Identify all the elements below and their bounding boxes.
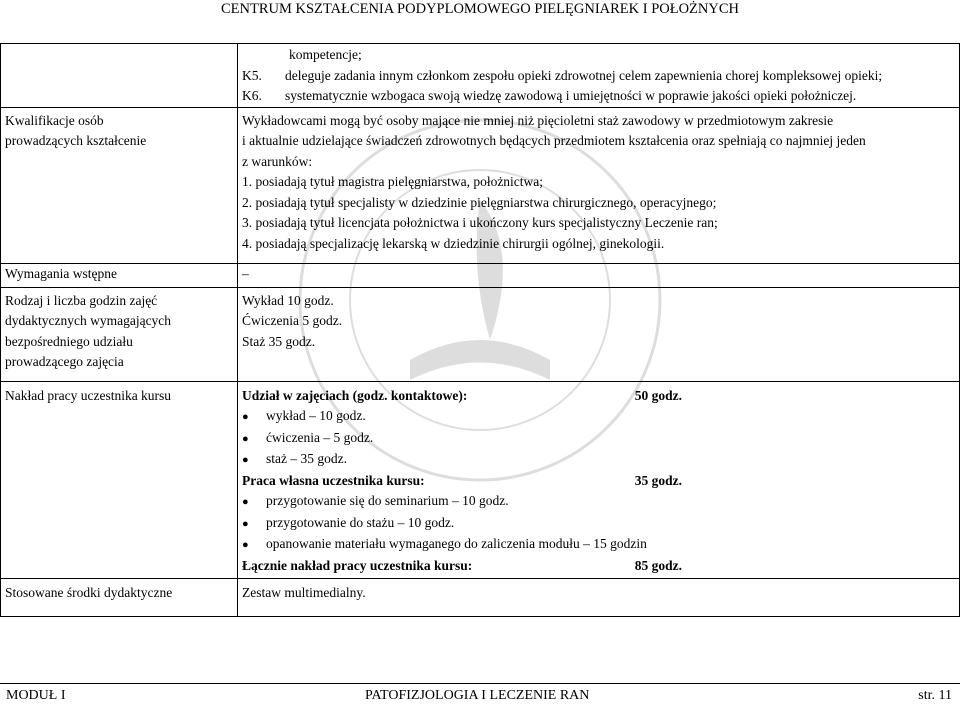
bullet-icon: ● (242, 432, 249, 445)
page-footer (0, 683, 960, 703)
item-text: przygotowanie do stażu – 10 godz. (266, 514, 455, 530)
bullet-icon: ● (242, 454, 249, 466)
label-line: prowadzących kształcenie (5, 133, 147, 148)
condition-item: 3. posiadają tytuł licencjata położnictwa i ukończony kurs specjalistyczny Leczenie ran; (242, 215, 718, 230)
srodki-label: Stosowane środki dydaktyczne (1, 578, 238, 616)
praca-title: Praca własna uczestnika kursu: (242, 472, 425, 488)
competencies-cell (238, 44, 960, 108)
udzial-row (242, 386, 682, 407)
kwalifikacje-intro: z warunków: (242, 153, 313, 169)
item-text: opanowanie materiału wymaganego do zaliczenia modułu – 15 godzin (266, 536, 647, 551)
naklad-label: Nakład pracy uczestnika kursu (1, 381, 238, 578)
kwalifikacje-label (1, 107, 238, 263)
item-text: ćwiczenia – 5 godz. (266, 429, 374, 445)
hours-line: Ćwiczenia 5 godz. (242, 313, 343, 328)
wymagania-label: Wymagania wstępne (1, 263, 238, 287)
label-line: prowadzącego zajęcia (5, 354, 124, 369)
bullet-icon: ● (242, 496, 249, 508)
udzial-item (242, 406, 955, 428)
udzial-item (242, 428, 955, 450)
wymagania-value: – (238, 263, 960, 287)
competency-text: systematycznie wzbogaca swoją wiedzę zawodową i umiejętności w poprawie jakości opieki położniczej. (285, 88, 857, 103)
laczny-total: 85 godz. (634, 557, 682, 573)
bullet-icon: ● (242, 539, 249, 551)
footer-module: MODUŁ I (6, 688, 66, 703)
item-text: staż – 35 godz. (266, 451, 347, 466)
srodki-value: Zestaw multimedialny. (238, 578, 960, 616)
praca-item (242, 534, 955, 556)
bullet-icon: ● (242, 411, 249, 423)
competency-text: deleguje zadania innym członkom zespołu opieki zdrowotnej celem zapewnienia chorej kompleksowej opieki; (285, 67, 883, 83)
udzial-title: Udział w zajęciach (godz. kontaktowe): (242, 387, 468, 403)
rodzaj-label (1, 287, 238, 381)
naklad-content (238, 381, 960, 578)
praca-row (242, 471, 682, 492)
udzial-total: 50 godz. (634, 387, 682, 403)
udzial-item (242, 449, 955, 471)
competency-continuation: kompetencje; (289, 47, 362, 62)
kwalifikacje-content (238, 107, 960, 263)
competency-item (242, 66, 955, 87)
label-line: dydaktycznych wymagających (5, 313, 172, 328)
competency-code: K6. (242, 88, 262, 103)
label-line: Kwalifikacje osób (5, 112, 104, 128)
hours-line: Wykład 10 godz. (242, 292, 334, 308)
praca-item (242, 491, 955, 513)
competency-code: K5. (242, 67, 262, 83)
module-details-table (0, 43, 960, 617)
page-header: CENTRUM KSZTAŁCENIA PODYPLOMOWEGO PIELĘGNIAREK I POŁOŻNYCH (221, 1, 739, 17)
kwalifikacje-intro: Wykładowcami mogą być osoby mające nie mniej niż pięcioletni staż zawodowy w przedmiotowym zakresie (242, 112, 834, 128)
footer-page-number: str. 11 (918, 688, 952, 703)
label-line: bezpośredniego udziału (5, 333, 133, 349)
kwalifikacje-intro: i aktualnie udzielające świadczeń zdrowotnych będących przedmiotem kształcenia oraz spełniają co najmniej jeden (242, 133, 866, 148)
praca-total: 35 godz. (634, 472, 682, 488)
condition-item: 2. posiadają tytuł specjalisty w dziedzinie pielęgniarstwa chirurgicznego, operacyjnego; (242, 194, 717, 210)
laczny-title: Łącznie nakład pracy uczestnika kursu: (242, 557, 473, 573)
competency-item (242, 86, 955, 107)
footer-module-title: PATOFIZJOLOGIA I LECZENIE RAN (365, 688, 590, 703)
praca-item (242, 513, 955, 535)
laczny-row (242, 556, 682, 577)
item-text: przygotowanie się do seminarium – 10 godz. (266, 493, 509, 508)
item-text: wykład – 10 godz. (266, 408, 366, 423)
continuation-label-cell (1, 44, 238, 108)
bullet-icon: ● (242, 517, 249, 530)
hours-line: Staż 35 godz. (242, 333, 316, 349)
condition-item: 1. posiadają tytuł magistra pielęgniarstwa, położnictwa; (242, 174, 544, 189)
rodzaj-values (238, 287, 960, 381)
label-line: Rodzaj i liczba godzin zajęć (5, 292, 158, 308)
condition-item: 4. posiadają specjalizację lekarską w dziedzinie chirurgii ogólnej, ginekologii. (242, 235, 665, 251)
